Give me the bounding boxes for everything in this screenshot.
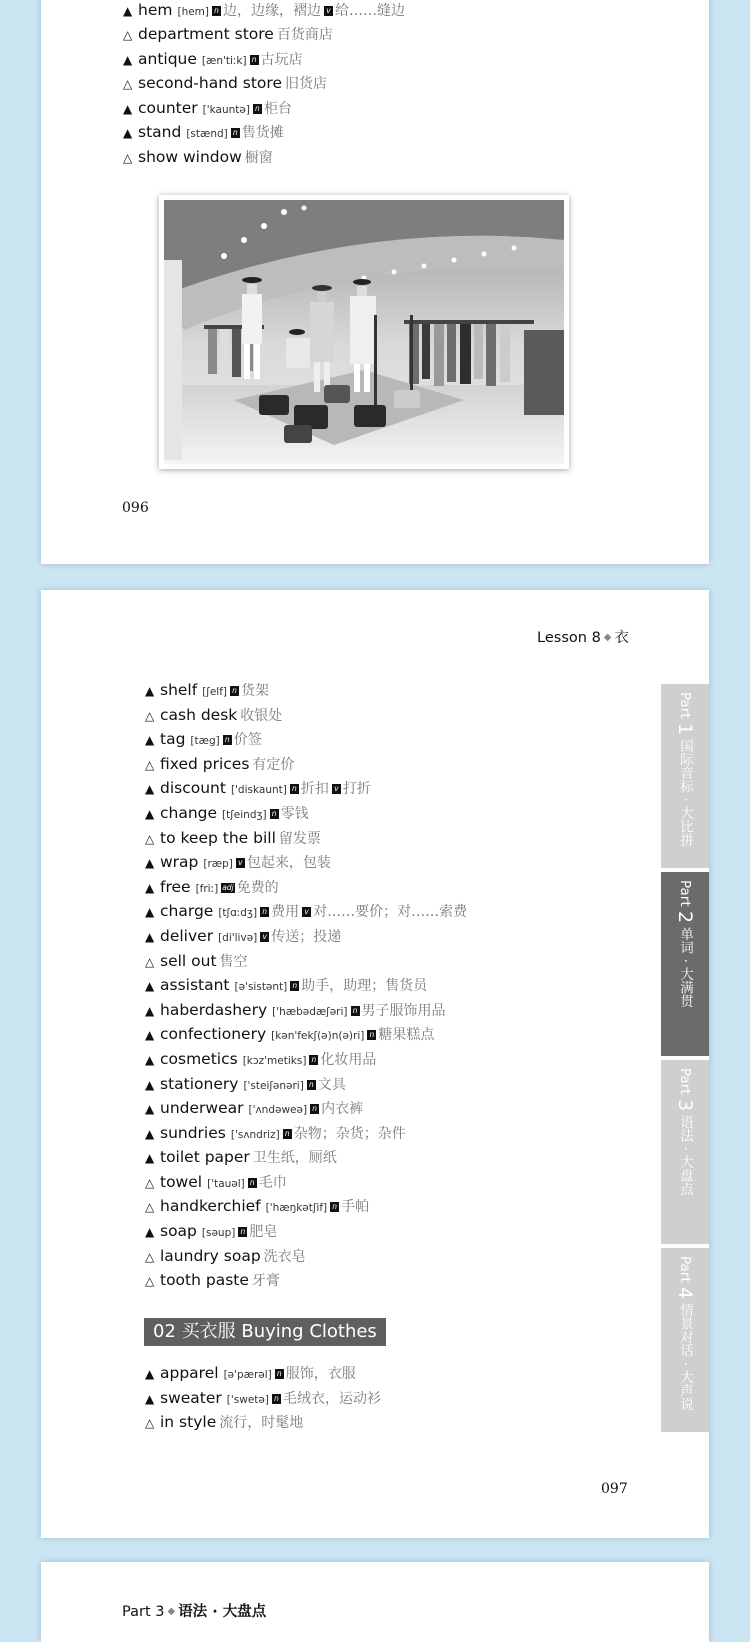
vocab-phonetic: [tæg] <box>190 735 220 748</box>
vocab-word: stand <box>138 123 182 142</box>
part-of-speech-badge: v <box>332 784 341 794</box>
part-of-speech-badge: n <box>307 1080 316 1090</box>
vocab-phonetic: [ræp] <box>203 858 233 871</box>
vocab-phonetic: [səup] <box>201 1227 236 1240</box>
vocab-item <box>123 71 405 96</box>
department-store-photo <box>164 200 564 464</box>
key-word-marker-icon: ▲ <box>145 1102 155 1117</box>
vocab-translation: 给……缝边 <box>335 2 406 19</box>
tab-part-4[interactable]: Part 4 情景对话 · 大声说 <box>661 1248 709 1432</box>
vocab-phonetic: [ə'sistənt] <box>234 981 288 994</box>
vocab-phonetic: [hem] <box>177 5 210 18</box>
vocab-translation: 零钱 <box>280 805 309 822</box>
vocab-item <box>145 752 467 777</box>
vocab-translation: 手帕 <box>341 1199 370 1216</box>
key-word-marker-icon: ▲ <box>145 1028 155 1043</box>
vocab-translation: 洗衣皂 <box>263 1248 306 1265</box>
vocab-item <box>145 1219 467 1244</box>
vocab-phonetic: ['tauəl] <box>207 1177 245 1190</box>
vocab-word: confectionery <box>160 1025 267 1044</box>
part-of-speech-badge: n <box>250 55 259 65</box>
vocab-word: toilet paper <box>160 1148 250 1167</box>
vocab-translation: 售空 <box>219 953 248 970</box>
phrase-marker-icon: △ <box>145 1200 155 1215</box>
vocab-translation: 收银处 <box>240 707 283 724</box>
part-of-speech-badge: n <box>310 1104 319 1114</box>
vocab-translation: 费用 <box>271 904 300 921</box>
vocab-word: shelf <box>160 681 198 699</box>
part-of-speech-badge: n <box>270 809 279 819</box>
part-of-speech-badge: n <box>260 907 269 917</box>
part-of-speech-badge: n <box>253 104 262 114</box>
vocab-word: laundry soap <box>160 1246 261 1265</box>
vocab-word: charge <box>160 902 214 921</box>
vocab-phonetic: ['diskaunt] <box>230 784 287 797</box>
phrase-marker-icon: △ <box>145 1249 155 1264</box>
vocab-item <box>145 949 467 974</box>
vocab-word: stationery <box>160 1074 239 1093</box>
phrase-marker-icon: △ <box>145 831 155 846</box>
vocab-item <box>145 776 467 801</box>
part-of-speech-badge: v <box>324 6 333 16</box>
phrase-marker-icon: △ <box>145 1416 155 1431</box>
vocab-word: antique <box>138 49 197 68</box>
vocab-translation: 毛绒衣，运动衫 <box>282 1390 381 1407</box>
phrase-marker-icon: △ <box>123 28 133 43</box>
vocab-item <box>123 145 405 170</box>
part-of-speech-badge: n <box>283 1129 292 1139</box>
phrase-marker-icon: △ <box>145 708 155 723</box>
vocab-item <box>145 1047 467 1072</box>
part-of-speech-badge: adj <box>222 882 234 892</box>
key-word-marker-icon: ▲ <box>145 782 155 797</box>
vocab-item <box>145 1268 467 1293</box>
vocab-word: discount <box>160 779 226 798</box>
vocab-phonetic: ['steiʃənəri] <box>243 1079 304 1092</box>
vocab-word: tooth paste <box>160 1271 249 1290</box>
vocab-item <box>145 875 467 900</box>
vocab-word: second-hand store <box>138 74 282 93</box>
key-word-marker-icon: ▲ <box>123 52 133 67</box>
vocab-translation: 价签 <box>233 732 262 749</box>
part-of-speech-badge: n <box>290 784 299 794</box>
vocab-phonetic: [ə'pærəl] <box>223 1369 272 1381</box>
vocab-word: handkerchief <box>160 1197 261 1216</box>
vocab-translation: 售货摊 <box>241 125 284 142</box>
vocab-translation: 打折 <box>342 781 371 798</box>
key-word-marker-icon: ▲ <box>145 929 155 944</box>
vocab-translation: 折扣 <box>300 781 329 798</box>
part-of-speech-badge: n <box>330 1202 339 1212</box>
part-label: Part 3 <box>122 1604 165 1620</box>
tab-part-1[interactable]: Part 1 国际音标 · 大比拼 <box>661 684 709 868</box>
vocab-item <box>145 1244 467 1269</box>
vocab-translation: 有定价 <box>252 756 295 773</box>
vocab-translation: 服饰，衣服 <box>285 1366 356 1382</box>
vocab-translation: 包起来，包装 <box>246 855 331 872</box>
key-word-marker-icon: ▲ <box>123 101 133 116</box>
part-header <box>122 1600 266 1621</box>
phrase-marker-icon: △ <box>145 1274 155 1289</box>
phrase-marker-icon: △ <box>123 77 133 92</box>
vocab-list-buying-clothes <box>145 1361 381 1435</box>
vocab-translation: 杂物；杂货；杂件 <box>293 1125 406 1142</box>
vocab-word: sweater <box>160 1388 222 1407</box>
vocab-translation: 毛巾 <box>258 1174 287 1191</box>
key-word-marker-icon: ▲ <box>123 3 133 18</box>
vocab-word: sundries <box>160 1123 226 1142</box>
part-of-speech-badge: n <box>231 128 240 138</box>
vocab-word: apparel <box>160 1364 219 1382</box>
key-word-marker-icon: ▲ <box>145 806 155 821</box>
vocab-phonetic: ['hæŋkətʃif] <box>265 1202 328 1215</box>
key-word-marker-icon: ▲ <box>145 905 155 920</box>
vocab-word: cosmetics <box>160 1049 238 1068</box>
vocab-translation: 流行，时髦地 <box>219 1415 304 1432</box>
vocab-translation: 化妆用品 <box>320 1051 377 1068</box>
vocab-word: cash desk <box>160 705 238 724</box>
vocab-phonetic: [kən'fekʃ(ə)n(ə)ri] <box>271 1030 365 1043</box>
lesson-label: Lesson 8 <box>537 630 601 646</box>
lesson-header <box>537 626 629 647</box>
vocab-item <box>123 0 405 22</box>
phrase-marker-icon: △ <box>145 757 155 772</box>
part-of-speech-badge: n <box>275 1369 284 1379</box>
page-number: 097 <box>601 1481 628 1497</box>
vocab-item <box>145 1194 467 1219</box>
key-word-marker-icon: ▲ <box>145 979 155 994</box>
vocab-item <box>123 47 405 72</box>
part-of-speech-badge: n <box>290 981 299 991</box>
vocab-word: counter <box>138 98 198 117</box>
page-number: 096 <box>122 500 149 516</box>
vocab-item <box>145 1121 467 1146</box>
vocab-item <box>123 22 405 47</box>
vocab-item <box>145 826 467 851</box>
vocab-item <box>145 1022 467 1047</box>
vocab-item <box>145 973 467 998</box>
key-word-marker-icon: ▲ <box>145 1151 155 1166</box>
vocab-translation: 传送；投递 <box>271 928 342 945</box>
vocab-translation: 橱窗 <box>244 150 273 167</box>
vocab-phonetic: [æn'tiːk] <box>201 54 247 67</box>
part-title: 语法 · 大盘点 <box>178 1604 267 1620</box>
vocab-phonetic: [stænd] <box>186 128 228 141</box>
chapter-label: 衣 <box>614 630 629 646</box>
part-of-speech-badge: n <box>238 1227 247 1237</box>
vocab-phonetic: ['hæbədæʃəri] <box>272 1005 348 1018</box>
vocab-phonetic: ['swetə] <box>226 1393 269 1406</box>
part-of-speech-badge: n <box>272 1394 281 1404</box>
key-word-marker-icon: ▲ <box>145 733 155 748</box>
vocab-word: wrap <box>160 853 199 872</box>
vocab-item <box>123 96 405 121</box>
vocab-item <box>145 1361 381 1386</box>
vocab-translation: 柜台 <box>263 100 292 117</box>
vocab-translation: 文具 <box>317 1076 346 1093</box>
vocab-translation: 对……要价；对……索费 <box>313 904 468 921</box>
vocab-item <box>145 1072 467 1097</box>
part-of-speech-badge: v <box>260 932 269 942</box>
part-of-speech-badge: v <box>236 858 245 868</box>
vocab-translation: 卫生纸，厕纸 <box>252 1150 337 1167</box>
key-word-marker-icon: ▲ <box>145 1126 155 1141</box>
vocab-translation: 牙膏 <box>251 1273 280 1290</box>
phrase-marker-icon: △ <box>145 954 155 969</box>
vocab-word: tag <box>160 730 186 749</box>
vocab-phonetic: [tʃeindʒ] <box>222 808 267 821</box>
vocab-word: haberdashery <box>160 1000 268 1019</box>
vocab-item <box>145 1145 467 1170</box>
vocab-word: soap <box>160 1222 197 1241</box>
diamond-icon: ◆ <box>603 632 612 643</box>
key-word-marker-icon: ▲ <box>123 126 133 141</box>
vocab-word: assistant <box>160 976 230 995</box>
part-of-speech-badge: n <box>351 1006 360 1016</box>
key-word-marker-icon: ▲ <box>145 684 155 698</box>
diamond-icon: ◆ <box>167 1606 176 1617</box>
store-photo-frame <box>159 195 569 469</box>
page-096 <box>41 0 709 564</box>
vocab-word: hem <box>138 0 173 19</box>
vocab-translation: 糖果糕点 <box>378 1027 435 1044</box>
tab-part-3[interactable]: Part 3 语法 · 大盘点 <box>661 1060 709 1244</box>
vocab-phonetic: ['sʌndriz] <box>230 1128 280 1141</box>
vocab-word: show window <box>138 148 242 167</box>
vocab-item <box>145 1410 381 1435</box>
vocab-phonetic: [tʃɑːdʒ] <box>218 907 258 920</box>
vocab-translation: 内衣裤 <box>321 1101 364 1118</box>
vocab-item <box>145 678 467 703</box>
vocab-word: change <box>160 803 218 822</box>
vocab-phonetic: ['kauntə] <box>202 103 250 116</box>
vocab-item <box>145 1170 467 1195</box>
key-word-marker-icon: ▲ <box>145 1003 155 1018</box>
part-of-speech-badge: n <box>230 686 239 696</box>
vocab-word: towel <box>160 1172 203 1191</box>
vocab-item <box>145 1386 381 1411</box>
vocab-phonetic: [friː] <box>195 882 219 895</box>
key-word-marker-icon: ▲ <box>145 1077 155 1092</box>
vocab-translation: 留发票 <box>278 830 321 847</box>
vocab-translation: 百货商店 <box>276 27 333 44</box>
vocab-translation: 货架 <box>241 683 269 699</box>
vocab-list-main <box>145 678 467 1293</box>
vocab-translation: 免费的 <box>236 879 279 896</box>
vocab-translation: 古玩店 <box>260 51 303 68</box>
vocab-item <box>145 850 467 875</box>
vocab-translation: 旧货店 <box>285 76 327 93</box>
part-of-speech-badge: n <box>367 1030 376 1040</box>
vocab-phonetic: [ʃelf] <box>202 686 227 698</box>
vocab-word: fixed prices <box>160 754 250 773</box>
part-of-speech-badge: n <box>309 1055 318 1065</box>
page-097 <box>41 590 709 1538</box>
part-of-speech-badge: n <box>223 735 232 745</box>
vocab-translation: 边，边缘，褶边 <box>223 2 322 19</box>
tab-part-2[interactable]: Part 2 单词 · 大满贯 <box>661 872 709 1056</box>
phrase-marker-icon: △ <box>123 151 133 166</box>
vocab-item <box>145 1096 467 1121</box>
vocab-translation: 助手，助理；售货员 <box>301 978 428 995</box>
vocab-item <box>145 899 467 924</box>
vocab-item <box>145 727 467 752</box>
page-next <box>41 1562 709 1642</box>
part-of-speech-badge: v <box>302 907 311 917</box>
vocab-phonetic: [kɔz'metiks] <box>242 1054 307 1067</box>
section-heading: 02 买衣服 Buying Clothes <box>144 1318 386 1346</box>
vocab-word: free <box>160 877 191 896</box>
key-word-marker-icon: ▲ <box>145 856 155 871</box>
key-word-marker-icon: ▲ <box>145 880 155 895</box>
vocab-word: to keep the bill <box>160 828 276 847</box>
key-word-marker-icon: ▲ <box>145 1367 155 1381</box>
vocab-word: underwear <box>160 1099 244 1118</box>
vocab-phonetic: ['ʌndəweə] <box>248 1104 308 1117</box>
vocab-item <box>145 703 467 728</box>
vocab-phonetic: [di'livə] <box>218 931 258 944</box>
vocab-item <box>123 120 405 145</box>
vocab-word: sell out <box>160 951 217 970</box>
vocab-translation: 肥皂 <box>249 1224 278 1241</box>
key-word-marker-icon: ▲ <box>145 1225 155 1240</box>
vocab-item <box>145 924 467 949</box>
vocab-item <box>145 998 467 1023</box>
key-word-marker-icon: ▲ <box>145 1052 155 1067</box>
part-of-speech-badge: n <box>212 6 221 16</box>
vocab-translation: 男子服饰用品 <box>361 1002 446 1019</box>
vocab-word: deliver <box>160 926 214 945</box>
part-of-speech-badge: n <box>248 1178 257 1188</box>
vocab-word: in style <box>160 1413 217 1432</box>
phrase-marker-icon: △ <box>145 1175 155 1190</box>
key-word-marker-icon: ▲ <box>145 1391 155 1406</box>
vocab-word: department store <box>138 25 274 44</box>
vocab-list-top <box>123 0 405 170</box>
vocab-item <box>145 801 467 826</box>
